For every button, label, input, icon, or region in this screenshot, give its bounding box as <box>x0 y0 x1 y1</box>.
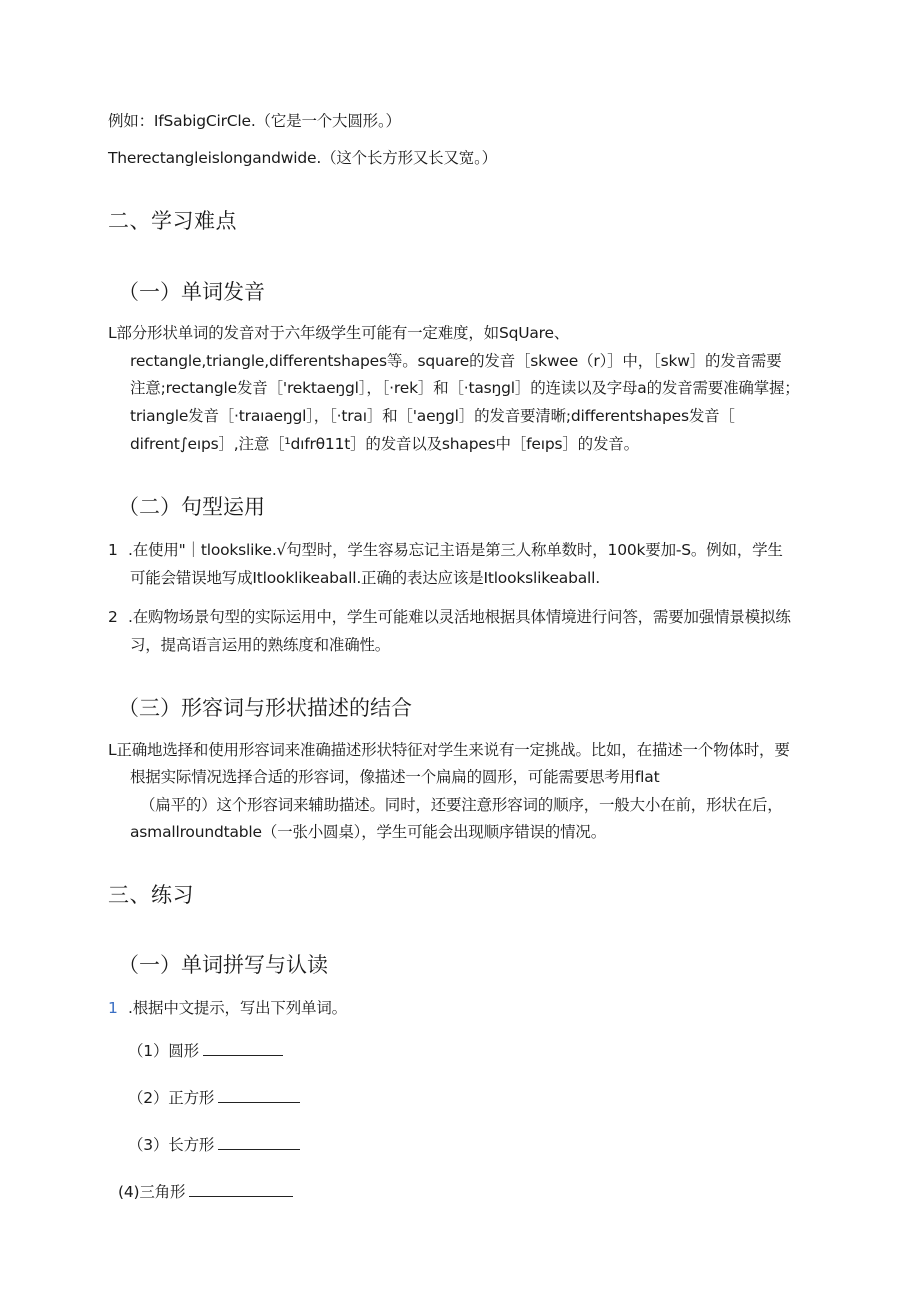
example-line-2: Therectangleislongandwide.（这个长方形又长又宽。） <box>108 149 497 167</box>
subsection-pronunciation-heading: （一）单词发音 <box>118 280 265 304</box>
fill-item-3-word: 长方形 <box>168 1136 215 1154</box>
fill-item-1-blank[interactable] <box>203 1041 283 1056</box>
pronunciation-line-4: triangle发音［·traıaeŋgl］，［·traı］和［'aeŋgl］的发音要清晰;differentshapes发音［ <box>130 407 735 425</box>
fill-item-1-label: （1） <box>128 1042 169 1060</box>
exercise-1-number: 1 <box>108 999 118 1017</box>
adjectives-line-3: （扁平的）这个形容词来辅助描述。同时，还要注意形容词的顺序，一般大小在前，形状在后， <box>140 796 783 814</box>
sentence-item-1-line-2: 可能会错误地写成Itlooklikeaball.正确的表达应该是Itlookslikeaball. <box>130 569 600 587</box>
pronunciation-line-3: 注意;rectangle发音［'rektaeŋgl］，［·rek］和［·tasŋgl］的连读以及字母a的发音需要准确掌握； <box>130 379 800 397</box>
fill-item-3-label: （3） <box>128 1136 169 1154</box>
fill-item-4 <box>118 1182 293 1202</box>
fill-item-3-blank[interactable] <box>218 1135 300 1150</box>
exercise-1-instruction: .根据中文提示，写出下列单词。 <box>128 999 347 1017</box>
fill-item-2-word: 正方形 <box>168 1089 215 1107</box>
fill-item-1 <box>128 1041 283 1061</box>
fill-item-4-blank[interactable] <box>189 1182 293 1197</box>
fill-item-4-word: 三角形 <box>139 1183 186 1201</box>
pronunciation-line-2: rectangle,triangle,differentshapes等。square的发音［skwee（r）］中，［skw］的发音需要 <box>130 352 782 370</box>
sentence-item-1-line-1: .在使用"｜tlookslike.√句型时，学生容易忘记主语是第三人称单数时，100k要加-S。例如，学生 <box>128 541 783 559</box>
fill-item-3 <box>128 1135 300 1155</box>
sentence-item-2-number: 2 <box>108 608 118 626</box>
pronunciation-line-5: difrent∫eıps］,注意［¹dıfrθ11t］的发音以及shapes中［feıps］的发音。 <box>130 435 639 453</box>
sentence-item-2-line-2: 习，提高语言运用的熟练度和准确性。 <box>130 636 391 654</box>
fill-item-2-label: （2） <box>128 1089 169 1107</box>
fill-item-4-label: (4) <box>118 1183 140 1201</box>
section-3-heading: 三、练习 <box>108 883 194 907</box>
subsection-sentence-heading: （二）句型运用 <box>118 495 265 519</box>
adjectives-line-1: L正确地选择和使用形容词来准确描述形状特征对学生来说有一定挑战。比如，在描述一个物体时，要 <box>108 741 790 759</box>
fill-item-2-blank[interactable] <box>218 1088 300 1103</box>
adjectives-line-2: 根据实际情况选择合适的形容词，像描述一个扁扁的圆形，可能需要思考用flat <box>130 768 660 786</box>
sentence-item-1-number: 1 <box>108 541 118 559</box>
fill-item-1-word: 圆形 <box>168 1042 199 1060</box>
example-line-1: 例如：IfSabigCirCle.（它是一个大圆形。） <box>108 112 401 130</box>
subsection-adjectives-heading: （三）形容词与形状描述的结合 <box>118 696 412 720</box>
sentence-item-2-line-1: .在购物场景句型的实际运用中，学生可能难以灵活地根据具体情境进行问答，需要加强情景模拟练 <box>128 608 791 626</box>
subsection-spelling-heading: （一）单词拼写与认读 <box>118 953 328 977</box>
section-2-heading: 二、学习难点 <box>108 209 237 233</box>
pronunciation-line-1: L部分形状单词的发音对于六年级学生可能有一定难度，如SqUare、 <box>108 324 570 342</box>
adjectives-line-4: asmallroundtable（一张小圆桌），学生可能会出现顺序错误的情况。 <box>130 823 606 841</box>
fill-item-2 <box>128 1088 300 1108</box>
